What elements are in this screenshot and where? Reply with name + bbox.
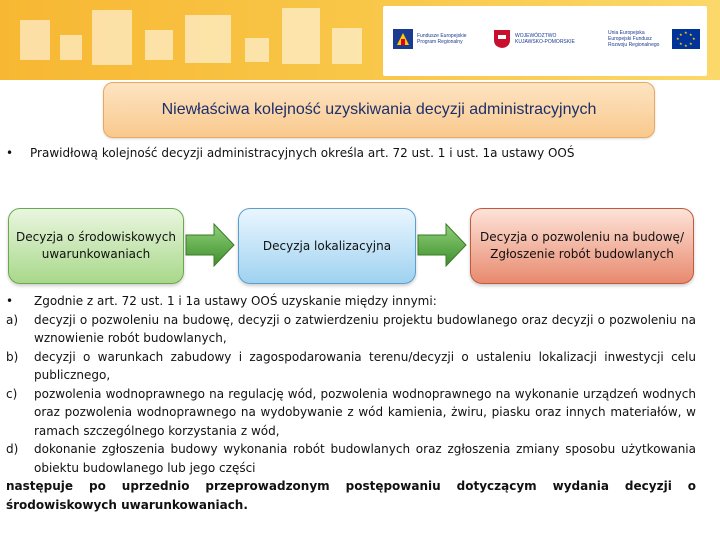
list-text: dokonanie zgłoszenia budowy wykonania robót budowlanych oraz zgłoszenia zmiany sposobu użytkowania obiektu budowlanego lub jego części xyxy=(34,442,696,475)
decor-block xyxy=(185,15,231,63)
decor-block xyxy=(245,38,269,62)
eu-flag-icon: ★ ★ ★ ★ ★ ★ ★ ★ xyxy=(672,29,700,49)
flow-step-building-permit xyxy=(470,208,694,284)
lead-line xyxy=(6,292,696,311)
intro-paragraph xyxy=(6,146,706,160)
bullet: • xyxy=(6,294,14,308)
list-text: decyzji o warunkach zabudowy i zagospodarowania terenu/decyzji o ustaleniu lokalizacji inwestycji celu publicznego, xyxy=(34,349,696,382)
intro-text: Prawidłową kolejność decyzji administracyjnych określa art. 72 ust. 1 i ust. 1a ustawy OOŚ xyxy=(30,146,575,160)
bullet: • xyxy=(6,146,14,160)
decor-block xyxy=(20,20,50,60)
list-label: a) xyxy=(6,312,19,327)
eu-funds-logo xyxy=(393,14,466,64)
list-text: pozwolenia wodnoprawnego na regulację wód, pozwolenia wodnoprawnego na wykonanie urządzeń wodnych oraz pozwolenia wodnoprawnego na wydobywanie z wód kamienia, żwiru, piasku oraz innych materiałów, w ramach szczególnego korzystania z wód, xyxy=(34,386,696,438)
decor-block xyxy=(60,35,82,60)
decor-block xyxy=(92,10,132,65)
conclusion-text: następuje po uprzednio przeprowadzonym postępowaniu dotyczącym wydania decyzji o środowiskowych uwarunkowaniach. xyxy=(6,479,696,512)
region-logo xyxy=(493,14,585,64)
list-label: c) xyxy=(6,386,18,401)
list-item xyxy=(6,348,696,385)
flow-step-label: Decyzja o pozwoleniu na budowę/ Zgłoszenie robót budowlanych xyxy=(480,230,684,261)
list-item xyxy=(6,311,696,348)
region-title: WOJEWÓDZTWO KUJAWSKO-POMORSKIE xyxy=(515,33,575,45)
decor-block xyxy=(332,28,362,64)
slide-title-box xyxy=(103,82,655,138)
right-arrow-icon xyxy=(184,222,236,268)
decor-block xyxy=(145,30,173,60)
flow-step-label: Decyzja lokalizacyjna xyxy=(262,238,392,253)
body-text xyxy=(6,292,696,514)
list-item xyxy=(6,440,696,477)
eu-union-logo xyxy=(608,14,700,64)
list-text: decyzji o pozwoleniu na budowę, decyzji o zatwierdzeniu projektu budowlanego oraz decyzji o pozwoleniu na wznowienie robót budowlanych, xyxy=(34,312,696,345)
right-arrow-icon xyxy=(416,222,468,268)
header-banner xyxy=(0,0,720,80)
list-label: b) xyxy=(6,349,19,364)
eu-funds-subtitle: Program Regionalny xyxy=(417,39,463,45)
flow-step-location xyxy=(238,208,416,284)
list-item xyxy=(6,385,696,441)
eu-union-title: Unia Europejska xyxy=(608,30,645,36)
logo-strip xyxy=(383,6,707,76)
region-crest-icon xyxy=(493,29,511,49)
lead-text: Zgodnie z art. 72 ust. 1 i 1a ustawy OOŚ uzyskanie między innymi: xyxy=(34,294,437,308)
eu-union-subtitle: Europejski Fundusz Rozwoju Regionalnego xyxy=(608,36,660,48)
flow-step-label: Decyzja o środowiskowych uwarunkowaniach xyxy=(16,230,176,261)
decor-block xyxy=(282,8,320,64)
eu-funds-icon xyxy=(393,29,413,49)
slide-title: Niewłaściwa kolejność uzyskiwania decyzji administracyjnych xyxy=(161,101,597,118)
eu-funds-title: Fundusze Europejskie xyxy=(417,33,467,39)
flow-step-environmental xyxy=(8,208,184,284)
list-label: d) xyxy=(6,442,19,456)
